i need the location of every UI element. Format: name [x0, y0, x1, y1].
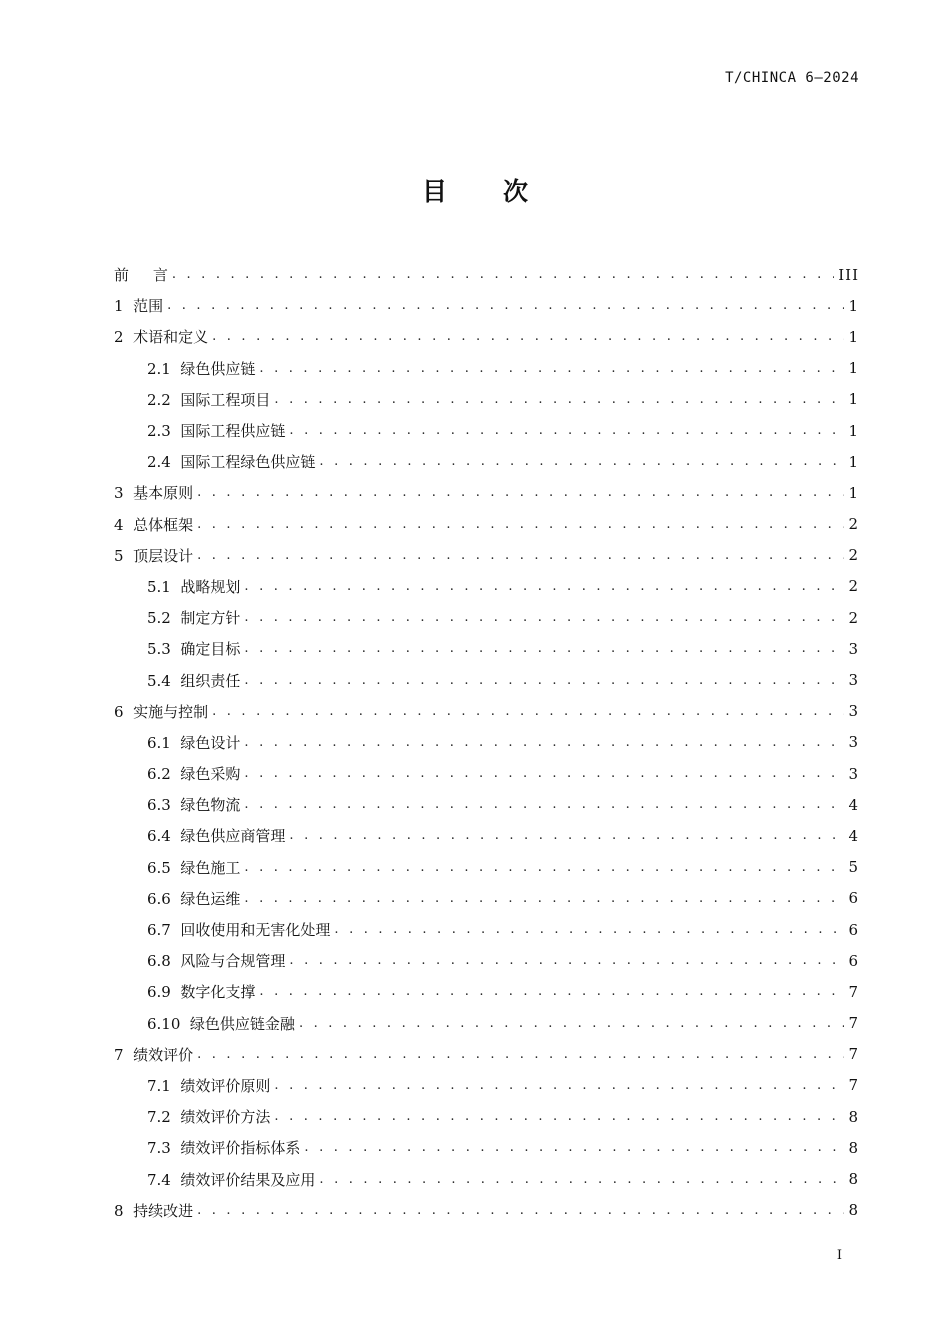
toc-entry-page: 1 — [848, 483, 859, 502]
toc-entry-label: 2.1 绿色供应链 — [147, 359, 256, 378]
toc-entry-page: 8 — [848, 1107, 859, 1126]
toc-entry-label: 2.3 国际工程供应链 — [147, 422, 286, 441]
dot-leader — [197, 485, 844, 500]
toc-entry-page: 1 — [848, 296, 859, 315]
dot-leader — [172, 267, 834, 282]
toc-entry[interactable] — [114, 1195, 859, 1226]
toc-entry[interactable] — [114, 1163, 859, 1194]
toc-entry-label: 1 范围 — [114, 297, 164, 316]
dot-leader — [334, 922, 844, 937]
toc-entry-label: 5.4 组织责任 — [147, 671, 241, 690]
dot-leader — [289, 953, 844, 968]
toc-entry-page: 6 — [848, 920, 859, 939]
toc-entry-label: 7 绩效评价 — [114, 1045, 194, 1064]
toc-entry-page: 4 — [848, 826, 859, 845]
dot-leader — [212, 329, 844, 344]
toc-entry[interactable] — [114, 789, 859, 820]
toc-entry-page: 7 — [848, 982, 859, 1001]
toc-entry-label: 5.3 确定目标 — [147, 640, 241, 659]
toc-entry-page: 2 — [848, 546, 859, 565]
dot-leader — [274, 1078, 844, 1093]
dot-leader — [244, 610, 844, 625]
toc-entry[interactable] — [114, 1070, 859, 1101]
dot-leader — [299, 1016, 845, 1031]
toc-entry-label: 7.1 绩效评价原则 — [147, 1076, 271, 1095]
toc-entry-label: 6.9 数字化支撑 — [147, 983, 256, 1002]
toc-entry-label: 2 术语和定义 — [114, 328, 209, 347]
dot-leader — [244, 860, 844, 875]
dot-leader — [197, 1203, 844, 1218]
toc-entry-label: 3 基本原则 — [114, 484, 194, 503]
toc-entry[interactable] — [114, 540, 859, 571]
toc-entry[interactable] — [114, 976, 859, 1007]
toc-entry-label: 6.5 绿色施工 — [147, 858, 241, 877]
dot-leader — [244, 766, 844, 781]
toc-entry[interactable] — [114, 415, 859, 446]
dot-leader — [274, 1109, 844, 1124]
page-number: I — [836, 1248, 842, 1263]
toc-entry[interactable] — [114, 1101, 859, 1132]
dot-leader — [274, 392, 844, 407]
toc-entry-page: 4 — [848, 795, 859, 814]
toc-entry-page: 3 — [848, 639, 859, 658]
toc-entry-label: 6.4 绿色供应商管理 — [147, 827, 286, 846]
toc-entry-page: 7 — [848, 1014, 859, 1033]
toc-entry-label: 2.2 国际工程项目 — [147, 390, 271, 409]
toc-entry-label: 5 顶层设计 — [114, 546, 194, 565]
toc-entry-label: 7.4 绩效评价结果及应用 — [147, 1170, 316, 1189]
toc-entry-page: 3 — [848, 733, 859, 752]
toc-entry-page: 7 — [848, 1076, 859, 1095]
toc-entry-page: 6 — [848, 889, 859, 908]
document-id: T/CHINCA 6—2024 — [725, 70, 859, 86]
toc-entry[interactable] — [114, 633, 859, 664]
page-title: 目次 — [421, 177, 584, 206]
toc-entry[interactable] — [114, 883, 859, 914]
toc-entry-page: 1 — [848, 452, 859, 471]
toc-entry-page: 3 — [848, 702, 859, 721]
toc-entry[interactable] — [114, 696, 859, 727]
dot-leader — [197, 548, 844, 563]
dot-leader — [244, 891, 844, 906]
toc-entry-page: 1 — [848, 390, 859, 409]
toc-entry-label: 6.10 绿色供应链金融 — [147, 1014, 295, 1033]
dot-leader — [244, 797, 844, 812]
dot-leader — [259, 361, 844, 376]
toc-entry-page: 5 — [848, 858, 859, 877]
toc-entry-label: 前 言 — [114, 266, 168, 285]
toc-entry-page: III — [838, 265, 859, 284]
toc-entry-page: 8 — [848, 1170, 859, 1189]
toc-entry-label: 7.3 绩效评价指标体系 — [147, 1139, 301, 1158]
toc-entry-label: 6.8 风险与合规管理 — [147, 952, 286, 971]
toc-entry-label: 8 持续改进 — [114, 1201, 194, 1220]
toc-entry[interactable] — [114, 1008, 859, 1039]
toc-entry-page: 8 — [848, 1138, 859, 1157]
toc-entry[interactable] — [114, 914, 859, 945]
toc-entry[interactable] — [114, 727, 859, 758]
toc-entry[interactable] — [114, 290, 859, 321]
toc-entry[interactable] — [114, 509, 859, 540]
dot-leader — [244, 673, 844, 688]
toc-entry-label: 5.2 制定方针 — [147, 609, 241, 628]
toc-entry[interactable] — [114, 1039, 859, 1070]
toc-entry-label: 6.1 绿色设计 — [147, 733, 241, 752]
dot-leader — [304, 1140, 844, 1155]
toc-entry-page: 2 — [848, 608, 859, 627]
toc-entry[interactable] — [114, 353, 859, 384]
dot-leader — [259, 984, 844, 999]
dot-leader — [319, 1172, 844, 1187]
toc-entry-page: 2 — [848, 577, 859, 596]
toc-entry[interactable] — [114, 571, 859, 602]
dot-leader — [212, 704, 844, 719]
toc-entry-page: 6 — [848, 951, 859, 970]
toc-entry[interactable] — [114, 1132, 859, 1163]
toc-entry-label: 5.1 战略规划 — [147, 577, 241, 596]
toc-entry-page: 1 — [848, 359, 859, 378]
toc-entry-label: 6.6 绿色运维 — [147, 889, 241, 908]
dot-leader — [319, 454, 844, 469]
toc-entry-page: 1 — [848, 421, 859, 440]
toc-entry[interactable] — [114, 664, 859, 695]
toc-entry-page: 7 — [848, 1045, 859, 1064]
toc-entry-label: 6.2 绿色采购 — [147, 765, 241, 784]
toc-entry[interactable] — [114, 446, 859, 477]
toc-entry[interactable] — [114, 477, 859, 508]
dot-leader — [197, 517, 844, 532]
dot-leader — [244, 579, 844, 594]
toc-entry[interactable] — [114, 602, 859, 633]
dot-leader — [244, 735, 844, 750]
toc-entry-page: 3 — [848, 764, 859, 783]
toc-entry[interactable] — [114, 321, 859, 352]
toc-entry[interactable] — [114, 758, 859, 789]
toc-entry[interactable] — [114, 259, 859, 290]
dot-leader — [244, 641, 844, 656]
toc-entry-page: 3 — [848, 671, 859, 690]
toc-entry-page: 2 — [848, 515, 859, 534]
dot-leader — [197, 1047, 844, 1062]
toc-entry[interactable] — [114, 820, 859, 851]
dot-leader — [289, 828, 844, 843]
toc-entry-label: 4 总体框架 — [114, 515, 194, 534]
table-of-contents — [114, 259, 859, 1226]
toc-entry-label: 6.7 回收使用和无害化处理 — [147, 921, 331, 940]
toc-entry-label: 6.3 绿色物流 — [147, 796, 241, 815]
toc-entry[interactable] — [114, 384, 859, 415]
toc-entry-label: 6 实施与控制 — [114, 702, 209, 721]
toc-entry-label: 7.2 绩效评价方法 — [147, 1108, 271, 1127]
toc-entry-page: 8 — [848, 1201, 859, 1220]
toc-entry-page: 1 — [848, 327, 859, 346]
toc-entry[interactable] — [114, 945, 859, 976]
toc-entry-label: 2.4 国际工程绿色供应链 — [147, 453, 316, 472]
dot-leader — [289, 423, 844, 438]
toc-entry[interactable] — [114, 852, 859, 883]
dot-leader — [167, 298, 844, 313]
